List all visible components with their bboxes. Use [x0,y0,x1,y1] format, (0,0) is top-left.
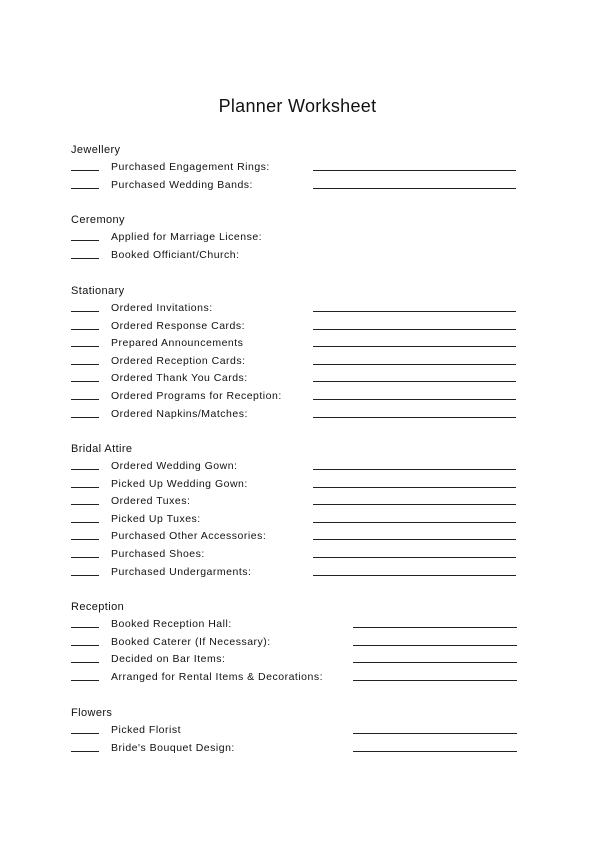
answer-line[interactable] [313,346,516,347]
checklist-item [71,177,531,195]
answer-line[interactable] [353,751,517,752]
answer-line[interactable] [313,399,516,400]
checklist-item [71,406,531,424]
check-blank[interactable] [71,627,99,628]
check-blank[interactable] [71,557,99,558]
item-label: Booked Caterer (If Necessary): [111,635,271,648]
checklist-item [71,564,531,582]
section-jewellery [71,142,531,194]
checklist-item [71,634,531,652]
answer-line[interactable] [353,627,517,628]
item-label: Decided on Bar Items: [111,653,226,666]
checklist-item [71,722,531,740]
checklist-item [71,335,531,353]
item-label: Ordered Thank You Cards: [111,372,248,385]
check-blank[interactable] [71,258,99,259]
answer-line[interactable] [313,575,516,576]
item-label: Picked Up Wedding Gown: [111,477,248,490]
item-label: Picked Up Tuxes: [111,512,201,525]
section-ceremony [71,212,531,264]
checklist-item [71,318,531,336]
answer-line[interactable] [313,557,516,558]
item-label: Purchased Wedding Bands: [111,178,253,191]
checklist-item [71,493,531,511]
checklist-item [71,247,531,265]
item-label: Prepared Announcements [111,337,244,350]
section-reception [71,599,531,686]
page-title: Planner Worksheet [218,96,377,116]
answer-line[interactable] [353,733,517,734]
item-label: Purchased Undergarments: [111,565,252,578]
answer-line[interactable] [353,645,517,646]
answer-line[interactable] [313,364,516,365]
check-blank[interactable] [71,469,99,470]
checklist-item [71,511,531,529]
answer-line[interactable] [313,417,516,418]
check-blank[interactable] [71,399,99,400]
checklist-item [71,740,531,758]
section-stationary [71,283,531,423]
section-bridal-attire [71,441,531,581]
checklist-item [71,476,531,494]
check-blank[interactable] [71,662,99,663]
checklist-item [71,300,531,318]
check-blank[interactable] [71,504,99,505]
check-blank[interactable] [71,733,99,734]
section-title: Bridal Attire [71,443,133,455]
check-blank[interactable] [71,329,99,330]
item-label: Ordered Invitations: [111,302,213,314]
item-label: Booked Officiant/Church: [111,248,240,261]
check-blank[interactable] [71,751,99,752]
checklist-item [71,528,531,546]
answer-line[interactable] [353,680,517,681]
item-label: Ordered Reception Cards: [111,354,246,367]
check-blank[interactable] [71,417,99,418]
checklist-item [71,458,531,476]
answer-line[interactable] [313,329,516,330]
section-title: Jewellery [71,144,121,156]
answer-line[interactable] [313,381,516,382]
checklist-item [71,229,531,247]
section-title: Stationary [71,285,125,297]
answer-line[interactable] [313,188,516,189]
checklist-item [71,616,531,634]
answer-line[interactable] [313,539,516,540]
item-label: Ordered Tuxes: [111,495,191,508]
item-label: Ordered Programs for Reception: [111,389,282,402]
item-label: Applied for Marriage License: [111,231,263,243]
checklist-item [71,546,531,564]
check-blank[interactable] [71,381,99,382]
item-label: Purchased Engagement Rings: [111,161,270,173]
item-label: Booked Reception Hall: [111,618,232,630]
item-label: Purchased Other Accessories: [111,530,267,543]
check-blank[interactable] [71,364,99,365]
checklist-item [71,159,531,177]
check-blank[interactable] [71,680,99,681]
answer-line[interactable] [313,170,516,171]
item-label: Ordered Response Cards: [111,319,246,332]
item-label: Arranged for Rental Items & Decorations: [111,670,324,683]
check-blank[interactable] [71,346,99,347]
answer-line[interactable] [353,662,517,663]
section-title: Ceremony [71,214,125,226]
check-blank[interactable] [71,240,99,241]
item-label: Picked Florist [111,724,182,736]
answer-line[interactable] [313,504,516,505]
check-blank[interactable] [71,170,99,171]
answer-line[interactable] [313,469,516,470]
check-blank[interactable] [71,311,99,312]
checklist-item [71,669,531,687]
answer-line[interactable] [313,522,516,523]
check-blank[interactable] [71,487,99,488]
check-blank[interactable] [71,522,99,523]
answer-line[interactable] [313,311,516,312]
item-label: Ordered Wedding Gown: [111,460,238,472]
check-blank[interactable] [71,575,99,576]
check-blank[interactable] [71,539,99,540]
check-blank[interactable] [71,645,99,646]
answer-line[interactable] [313,487,516,488]
check-blank[interactable] [71,188,99,189]
section-title: Reception [71,601,125,613]
checklist-item [71,353,531,371]
item-label: Purchased Shoes: [111,547,205,560]
item-label: Bride's Bouquet Design: [111,741,235,754]
checklist-item [71,388,531,406]
item-label: Ordered Napkins/Matches: [111,407,248,420]
section-title: Flowers [71,707,113,719]
section-flowers [71,705,531,757]
checklist-item [71,370,531,388]
checklist-item [71,651,531,669]
